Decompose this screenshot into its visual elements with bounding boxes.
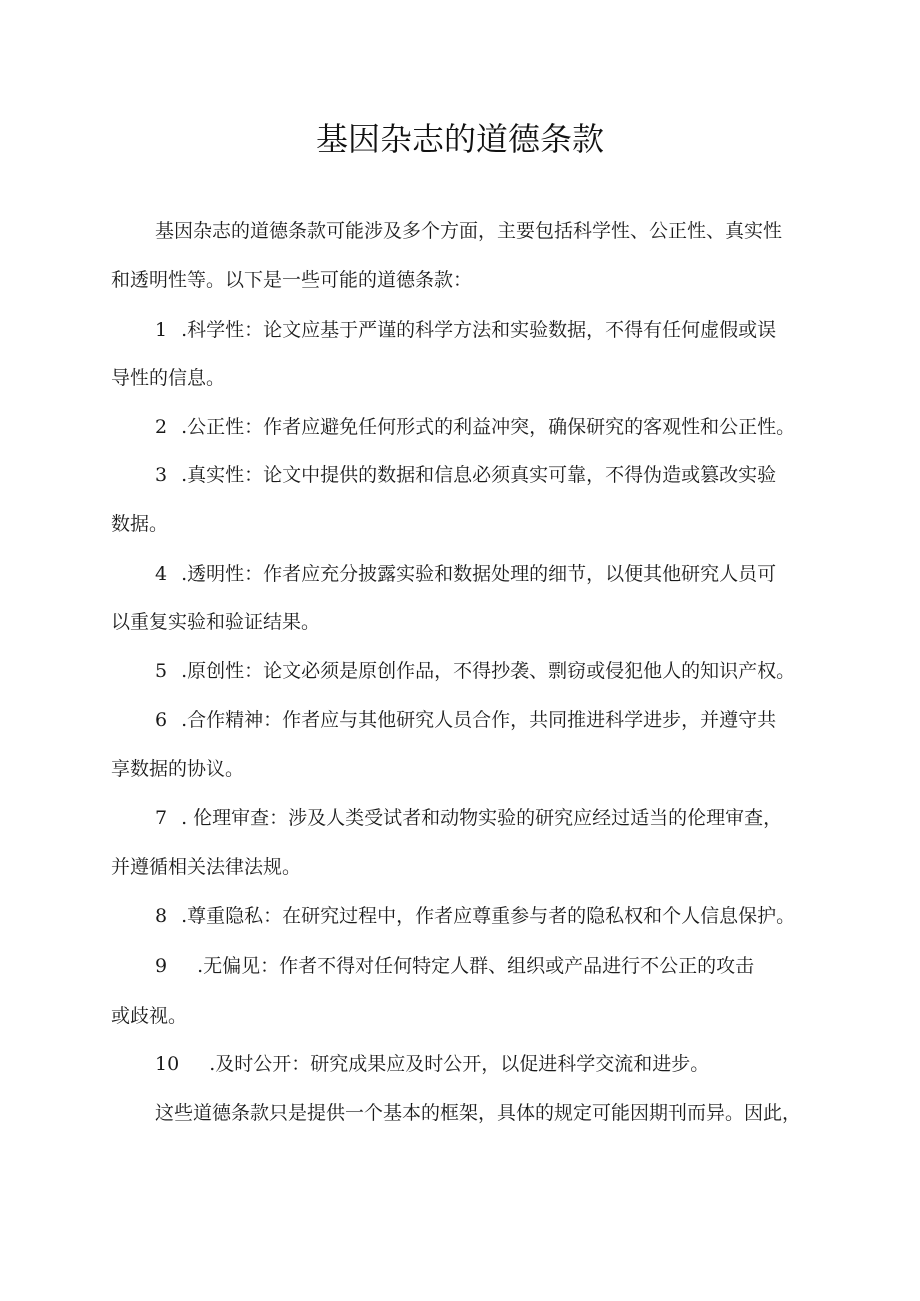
document-title: 基因杂志的道德条款 xyxy=(315,120,604,158)
clause-10-line-1 xyxy=(155,1050,709,1078)
clause-text: .尊重隐私：在研究过程中，作者应尊重参与者的隐私权和个人信息保护。 xyxy=(181,905,796,927)
clause-text: .科学性：论文应基于严谨的科学方法和实验数据，不得有任何虚假或误 xyxy=(181,319,777,341)
clause-number: 3 xyxy=(155,464,168,486)
clause-4-line-2: 以重复实验和验证结果。 xyxy=(111,611,321,633)
clause-8-line-1 xyxy=(155,902,795,930)
clause-6-line-2: 享数据的协议。 xyxy=(111,758,245,780)
clause-9-line-1 xyxy=(155,952,754,980)
intro-line-1: 基因杂志的道德条款可能涉及多个方面，主要包括科学性、公正性、真实性 xyxy=(155,220,783,242)
clause-1-line-2: 导性的信息。 xyxy=(111,367,226,389)
clause-text: .原创性：论文必须是原创作品，不得抄袭、剽窃或侵犯他人的知识产权。 xyxy=(181,660,796,682)
clause-text: .无偏见：作者不得对任何特定人群、组织或产品进行不公正的攻击 xyxy=(197,955,755,977)
clause-number: 4 xyxy=(155,563,168,585)
clause-text: .公正性：作者应避免任何形式的利益冲突，确保研究的客观性和公正性。 xyxy=(181,416,796,438)
clause-text: .真实性：论文中提供的数据和信息必须真实可靠，不得伪造或篡改实验 xyxy=(181,464,777,486)
clause-5-line-1 xyxy=(155,657,795,685)
clause-3-line-1 xyxy=(155,461,776,489)
clause-number: 2 xyxy=(155,416,168,438)
intro-line-2: 和透明性等。以下是一些可能的道德条款： xyxy=(111,269,473,291)
clause-7-line-1 xyxy=(155,804,782,832)
clause-number: 5 xyxy=(155,660,168,682)
clause-text: .透明性：作者应充分披露实验和数据处理的细节，以便其他研究人员可 xyxy=(181,563,777,585)
clause-6-line-1 xyxy=(155,706,776,734)
clause-number: 1 xyxy=(155,319,168,341)
clause-text: .合作精神：作者应与其他研究人员合作，共同推进科学进步，并遵守共 xyxy=(181,709,777,731)
clause-7-line-2: 并遵循相关法律法规。 xyxy=(111,856,302,878)
clause-text: . 伦理审查：涉及人类受试者和动物实验的研究应经过适当的伦理审查， xyxy=(181,807,783,829)
clause-4-line-1 xyxy=(155,560,776,588)
clause-3-line-2: 数据。 xyxy=(111,513,169,535)
clause-number: 10 xyxy=(155,1053,180,1075)
clause-number: 9 xyxy=(155,955,168,977)
clause-number: 7 xyxy=(155,807,168,829)
clause-number: 6 xyxy=(155,709,168,731)
clause-text: .及时公开：研究成果应及时公开，以促进科学交流和进步。 xyxy=(209,1053,710,1075)
clause-1-line-1 xyxy=(155,316,776,344)
clause-2-line-1 xyxy=(155,413,795,441)
clause-9-line-2: 或歧视。 xyxy=(111,1005,188,1027)
closing-line: 这些道德条款只是提供一个基本的框架，具体的规定可能因期刊而异。因此， xyxy=(155,1102,802,1124)
clause-number: 8 xyxy=(155,905,168,927)
